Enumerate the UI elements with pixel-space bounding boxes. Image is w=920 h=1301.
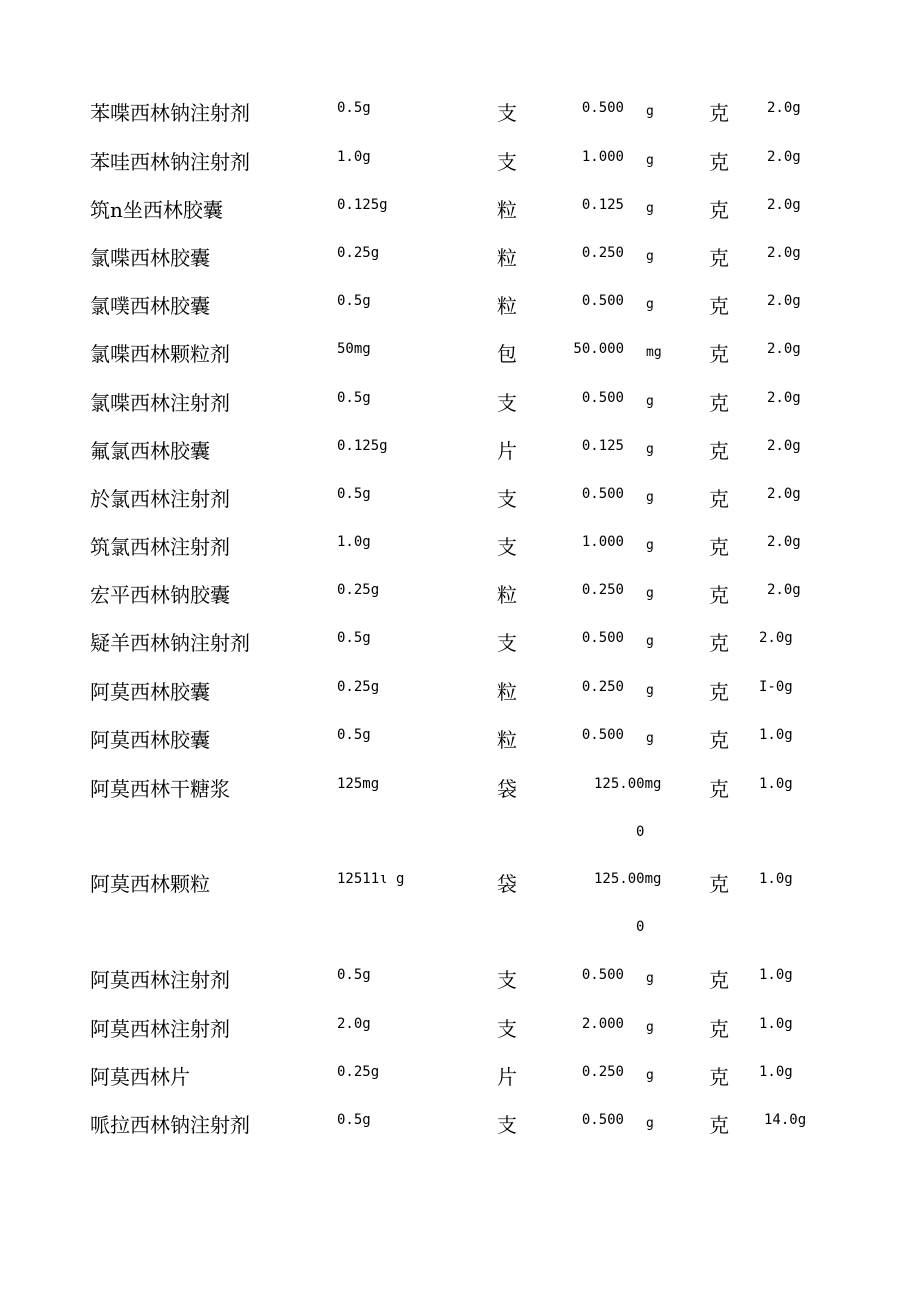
amount-unit-cell: g xyxy=(646,201,654,216)
drug-name-cell: 於氯西林注射剂 xyxy=(90,487,230,511)
ddd-unit-cell: 克 xyxy=(709,631,729,655)
ddd-value-cell: 2.0g xyxy=(767,197,801,213)
table-row xyxy=(0,773,920,813)
amount-wrap-cell: 0 xyxy=(636,824,645,840)
drug-name-cell: 阿莫西林片 xyxy=(90,1065,190,1089)
amount-wrap-cell: 0 xyxy=(636,919,645,935)
table-row xyxy=(0,242,920,282)
spec-cell: 125mg xyxy=(337,776,380,792)
amount-unit-cell: g xyxy=(646,394,654,409)
package-unit-cell: 支 xyxy=(497,487,517,511)
drug-name-cell: 筑氯西林注射剂 xyxy=(90,535,230,559)
package-unit-cell: 支 xyxy=(497,150,517,174)
ddd-value-cell: I-0g xyxy=(759,679,793,695)
table-row xyxy=(0,627,920,667)
ddd-value-cell: 1.0g xyxy=(759,727,793,743)
ddd-unit-cell: 克 xyxy=(709,680,729,704)
amount-unit-cell: g xyxy=(646,634,654,649)
amount-unit-cell: g xyxy=(646,1068,654,1083)
spec-cell: 0.125g xyxy=(337,438,388,454)
package-unit-cell: 支 xyxy=(497,1017,517,1041)
drug-name-cell: 氯喋西林胶囊 xyxy=(90,246,210,270)
drug-name-cell: 疑羊西林钠注射剂 xyxy=(90,631,250,655)
spec-cell: 0.5g xyxy=(337,967,371,983)
table-row xyxy=(0,579,920,619)
spec-cell: 0.5g xyxy=(337,390,371,406)
amount-cell: 1.000 xyxy=(581,534,624,550)
package-unit-cell: 袋 xyxy=(497,872,517,896)
drug-name-cell: 氯噗西林胶囊 xyxy=(90,294,210,318)
ddd-value-cell: 2.0g xyxy=(767,245,801,261)
drug-name-cell: 哌拉西林钠注射剂 xyxy=(90,1113,250,1137)
amount-cell: 1.000 xyxy=(581,149,624,165)
amount-unit-cell: g xyxy=(646,1116,654,1131)
amount-unit-cell: g xyxy=(646,586,654,601)
amount-cell: 0.250 xyxy=(581,582,624,598)
amount-cell: 0.500 xyxy=(581,293,624,309)
drug-name-cell: 氯喋西林注射剂 xyxy=(90,391,230,415)
drug-name-cell: 宏平西林钠胶囊 xyxy=(90,583,230,607)
package-unit-cell: 袋 xyxy=(497,777,517,801)
ddd-value-cell: 1.0g xyxy=(759,1016,793,1032)
ddd-value-cell: 2.0g xyxy=(767,293,801,309)
ddd-unit-cell: 克 xyxy=(709,1017,729,1041)
ddd-unit-cell: 克 xyxy=(709,1113,729,1137)
ddd-value-cell: 1.0g xyxy=(759,871,793,887)
drug-name-cell: 筑n坐西林胶囊 xyxy=(90,198,223,222)
package-unit-cell: 包 xyxy=(497,342,517,366)
amount-unit-cell: g xyxy=(646,683,654,698)
ddd-value-cell: 2.0g xyxy=(759,630,793,646)
spec-cell: 2.0g xyxy=(337,1016,371,1032)
spec-cell: 1.0g xyxy=(337,149,371,165)
amount-unit-cell: g xyxy=(646,104,654,119)
amount-cell: 0.500 xyxy=(581,486,624,502)
ddd-unit-cell: 克 xyxy=(709,294,729,318)
amount-cell: 0.500 xyxy=(581,100,624,116)
ddd-value-cell: 2.0g xyxy=(767,390,801,406)
amount-cell: 0.500 xyxy=(581,727,624,743)
ddd-value-cell: 1.0g xyxy=(759,776,793,792)
ddd-unit-cell: 克 xyxy=(709,583,729,607)
ddd-unit-cell: 克 xyxy=(709,101,729,125)
amount-cell: 0.500 xyxy=(581,967,624,983)
package-unit-cell: 支 xyxy=(497,535,517,559)
table-row xyxy=(0,146,920,186)
package-unit-cell: 支 xyxy=(497,1113,517,1137)
table-row xyxy=(0,1013,920,1053)
drug-name-cell: 苯哇西林钠注射剂 xyxy=(90,150,250,174)
amount-cell: 0.125 xyxy=(581,438,624,454)
spec-cell: 0.5g xyxy=(337,100,371,116)
drug-name-cell: 阿莫西林干糖浆 xyxy=(90,777,230,801)
drug-name-cell: 阿莫西林注射剂 xyxy=(90,968,230,992)
package-unit-cell: 支 xyxy=(497,101,517,125)
amount-cell: 0.500 xyxy=(581,630,624,646)
table-row xyxy=(0,1061,920,1101)
package-unit-cell: 支 xyxy=(497,631,517,655)
table-row xyxy=(0,531,920,571)
amount-cell: 0.250 xyxy=(581,245,624,261)
drug-name-cell: 氟氯西林胶囊 xyxy=(90,439,210,463)
spec-cell: 0.5g xyxy=(337,630,371,646)
amount-cell: 2.000 xyxy=(581,1016,624,1032)
ddd-value-cell: 1.0g xyxy=(759,967,793,983)
table-row xyxy=(0,1109,920,1149)
ddd-unit-cell: 克 xyxy=(709,150,729,174)
amount-unit-cell: g xyxy=(646,490,654,505)
ddd-unit-cell: 克 xyxy=(709,391,729,415)
spec-cell: 0.5g xyxy=(337,1112,371,1128)
ddd-value-cell: 2.0g xyxy=(767,100,801,116)
amount-unit-cell: g xyxy=(646,249,654,264)
amount-cell: 0.500 xyxy=(581,390,624,406)
table-row xyxy=(0,97,920,137)
drug-name-cell: 苯喋西林钠注射剂 xyxy=(90,101,250,125)
package-unit-cell: 片 xyxy=(497,439,517,463)
ddd-unit-cell: 克 xyxy=(709,968,729,992)
ddd-value-cell: 14.0g xyxy=(764,1112,807,1128)
ddd-unit-cell: 克 xyxy=(709,342,729,366)
amount-cell: 50.000 xyxy=(573,341,624,357)
package-unit-cell: 粒 xyxy=(497,728,517,752)
package-unit-cell: 粒 xyxy=(497,246,517,270)
amount-unit-cell: g xyxy=(646,971,654,986)
drug-name-cell: 氯喋西林颗粒剂 xyxy=(90,342,230,366)
drug-name-cell: 阿莫西林注射剂 xyxy=(90,1017,230,1041)
amount-cell: 125.00mg xyxy=(594,871,662,887)
amount-cell: 0.125 xyxy=(581,197,624,213)
spec-cell: 0.25g xyxy=(337,1064,380,1080)
ddd-unit-cell: 克 xyxy=(709,728,729,752)
amount-cell: 125.00mg xyxy=(594,776,662,792)
package-unit-cell: 粒 xyxy=(497,198,517,222)
spec-cell: 0.5g xyxy=(337,727,371,743)
package-unit-cell: 支 xyxy=(497,391,517,415)
table-row xyxy=(0,194,920,234)
ddd-unit-cell: 克 xyxy=(709,487,729,511)
package-unit-cell: 粒 xyxy=(497,583,517,607)
spec-cell: 0.5g xyxy=(337,293,371,309)
amount-cell: 0.250 xyxy=(581,1064,624,1080)
ddd-unit-cell: 克 xyxy=(709,777,729,801)
amount-unit-cell: g xyxy=(646,442,654,457)
spec-cell: 50mg xyxy=(337,341,371,357)
spec-cell: 0.25g xyxy=(337,679,380,695)
amount-cell: 0.250 xyxy=(581,679,624,695)
ddd-unit-cell: 克 xyxy=(709,535,729,559)
ddd-value-cell: 2.0g xyxy=(767,582,801,598)
spec-cell: 0.25g xyxy=(337,582,380,598)
amount-unit-cell: g xyxy=(646,538,654,553)
spec-cell: 12511ι g xyxy=(337,871,405,887)
drug-name-cell: 阿莫西林胶囊 xyxy=(90,680,210,704)
table-row xyxy=(0,676,920,716)
package-unit-cell: 粒 xyxy=(497,294,517,318)
table-row xyxy=(0,387,920,427)
ddd-value-cell: 2.0g xyxy=(767,149,801,165)
drug-name-cell: 阿莫西林胶囊 xyxy=(90,728,210,752)
amount-unit-cell: g xyxy=(646,1020,654,1035)
ddd-unit-cell: 克 xyxy=(709,198,729,222)
package-unit-cell: 粒 xyxy=(497,680,517,704)
spec-cell: 0.25g xyxy=(337,245,380,261)
ddd-value-cell: 2.0g xyxy=(767,341,801,357)
amount-unit-cell: g xyxy=(646,153,654,168)
ddd-unit-cell: 克 xyxy=(709,872,729,896)
ddd-value-cell: 2.0g xyxy=(767,438,801,454)
table-row xyxy=(0,338,920,378)
ddd-unit-cell: 克 xyxy=(709,246,729,270)
ddd-value-cell: 2.0g xyxy=(767,486,801,502)
spec-cell: 0.5g xyxy=(337,486,371,502)
table-row xyxy=(0,964,920,1004)
ddd-unit-cell: 克 xyxy=(709,1065,729,1089)
package-unit-cell: 支 xyxy=(497,968,517,992)
table-row xyxy=(0,435,920,475)
amount-unit-cell: mg xyxy=(646,345,662,360)
amount-cell: 0.500 xyxy=(581,1112,624,1128)
ddd-value-cell: 2.0g xyxy=(767,534,801,550)
spec-cell: 0.125g xyxy=(337,197,388,213)
amount-unit-cell: g xyxy=(646,731,654,746)
drug-name-cell: 阿莫西林颗粒 xyxy=(90,872,210,896)
package-unit-cell: 片 xyxy=(497,1065,517,1089)
table-row xyxy=(0,724,920,764)
amount-unit-cell: g xyxy=(646,297,654,312)
table-row xyxy=(0,868,920,908)
ddd-unit-cell: 克 xyxy=(709,439,729,463)
table-row xyxy=(0,290,920,330)
ddd-value-cell: 1.0g xyxy=(759,1064,793,1080)
spec-cell: 1.0g xyxy=(337,534,371,550)
table-row xyxy=(0,483,920,523)
